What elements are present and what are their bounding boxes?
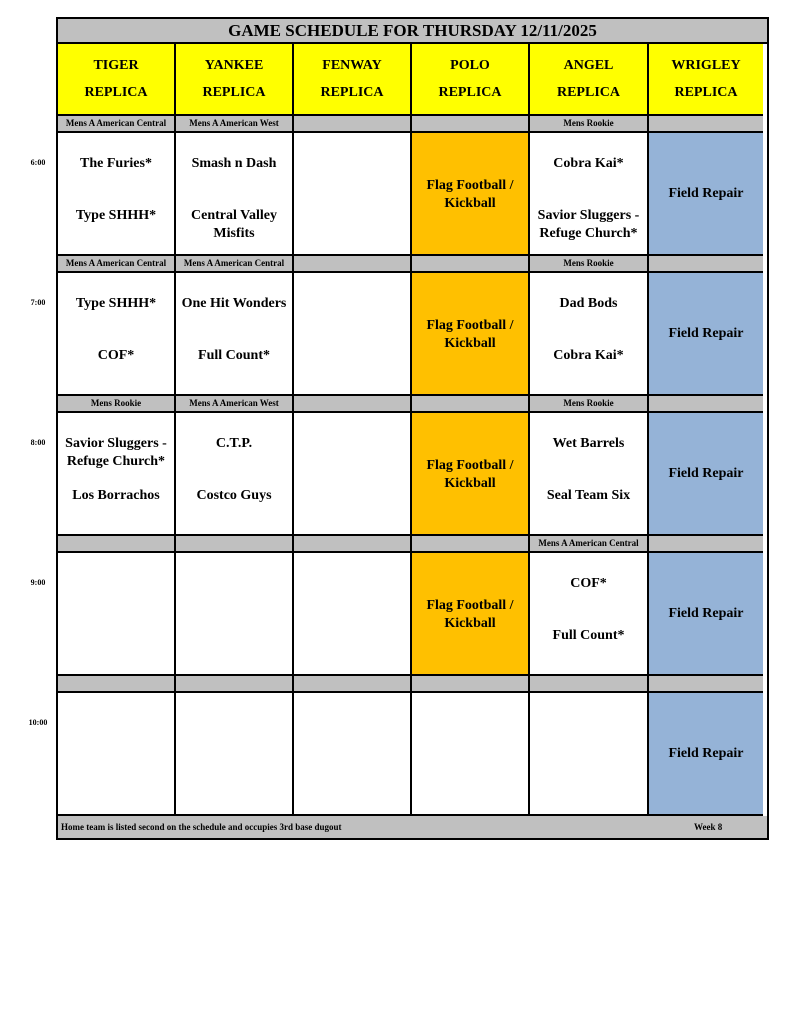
- event-cell: [412, 413, 530, 536]
- time-label: 9:00: [30, 578, 46, 587]
- field-header-4: [530, 44, 649, 116]
- field-repair-cell: [649, 553, 763, 676]
- event-label: Field Repair: [668, 466, 744, 481]
- away-team: Cobra Kai*: [553, 156, 624, 171]
- field-subname: REPLICA: [202, 85, 266, 100]
- away-team: One Hit Wonders: [181, 296, 287, 311]
- home-team: Cobra Kai*: [553, 348, 624, 363]
- home-team: Savior Sluggers - Refuge Church*: [537, 208, 640, 241]
- game-cell: [294, 413, 412, 536]
- home-team: Los Borrachos: [72, 488, 160, 503]
- away-team: Dad Bods: [559, 296, 618, 311]
- field-subname: REPLICA: [556, 85, 620, 100]
- game-cell: [530, 693, 649, 816]
- away-team: COF*: [570, 576, 607, 591]
- field-header-0: [58, 44, 176, 116]
- away-team: Type SHHH*: [75, 296, 157, 311]
- away-team: Savior Sluggers - Refuge Church*: [65, 436, 167, 469]
- away-team: C.T.P.: [215, 436, 253, 451]
- field-name: POLO: [450, 58, 490, 73]
- division-bar: [412, 536, 530, 553]
- time-label: 8:00: [30, 438, 46, 447]
- game-cell: [58, 693, 176, 816]
- division-bar: [58, 536, 176, 553]
- game-cell: [176, 273, 294, 396]
- division-bar: [412, 116, 530, 133]
- event-label: Flag Football / Kickball: [426, 318, 514, 351]
- field-name: TIGER: [93, 58, 139, 73]
- event-label: Flag Football / Kickball: [426, 178, 514, 211]
- division-bar: [530, 676, 649, 693]
- field-name: FENWAY: [322, 58, 382, 73]
- field-name: ANGEL: [563, 58, 614, 73]
- event-cell: [412, 273, 530, 396]
- field-header-2: [294, 44, 412, 116]
- game-cell: [176, 133, 294, 256]
- division-bar: Mens Rookie: [530, 396, 649, 413]
- field-name: YANKEE: [204, 58, 264, 73]
- event-label: Flag Football / Kickball: [426, 458, 514, 491]
- game-cell: [530, 133, 649, 256]
- game-cell: [294, 273, 412, 396]
- game-cell: [412, 693, 530, 816]
- division-bar: Mens Rookie: [58, 396, 176, 413]
- division-bar: Mens A American Central: [58, 116, 176, 133]
- footer-note: Home team is listed second on the schedule and occupies 3rd base dugout: [61, 822, 342, 832]
- game-cell: [530, 413, 649, 536]
- time-label: 10:00: [28, 718, 48, 727]
- game-cell: [176, 693, 294, 816]
- division-bar: [294, 676, 412, 693]
- game-cell: [58, 133, 176, 256]
- division-bar: [412, 396, 530, 413]
- division-bar: [294, 256, 412, 273]
- division-bar: [58, 676, 176, 693]
- field-header-3: [412, 44, 530, 116]
- game-cell: [176, 413, 294, 536]
- home-team: Full Count*: [552, 628, 625, 643]
- event-cell: [412, 553, 530, 676]
- division-bar: Mens Rookie: [530, 256, 649, 273]
- home-team: Central Valley Misfits: [191, 208, 277, 241]
- game-cell: [58, 413, 176, 536]
- division-bar: [649, 116, 763, 133]
- game-cell: [530, 553, 649, 676]
- division-bar: [649, 536, 763, 553]
- field-header-1: [176, 44, 294, 116]
- field-repair-cell: [649, 133, 763, 256]
- field-name: WRIGLEY: [671, 58, 741, 73]
- page-title: GAME SCHEDULE FOR THURSDAY 12/11/2025: [58, 19, 767, 44]
- field-header-5: [649, 44, 763, 116]
- time-label: 7:00: [30, 298, 46, 307]
- division-bar: Mens A American West: [176, 396, 294, 413]
- schedule-sheet: [56, 17, 769, 840]
- event-label: Field Repair: [668, 186, 744, 201]
- division-bar: [176, 676, 294, 693]
- game-cell: [294, 133, 412, 256]
- division-bar: Mens A American Central: [176, 256, 294, 273]
- event-label: Field Repair: [668, 746, 744, 761]
- field-subname: REPLICA: [438, 85, 502, 100]
- division-bar: Mens A American Central: [58, 256, 176, 273]
- division-bar: [294, 396, 412, 413]
- game-cell: [294, 693, 412, 816]
- field-repair-cell: [649, 273, 763, 396]
- division-bar: Mens Rookie: [530, 116, 649, 133]
- event-label: Flag Football / Kickball: [426, 598, 514, 631]
- division-bar: [294, 536, 412, 553]
- game-cell: [58, 553, 176, 676]
- home-team: Costco Guys: [196, 488, 272, 503]
- away-team: The Furies*: [80, 156, 152, 171]
- week-label: Week 8: [694, 822, 723, 832]
- away-team: Wet Barrels: [552, 436, 625, 451]
- event-cell: [412, 133, 530, 256]
- away-team: Smash n Dash: [191, 156, 277, 171]
- division-bar: [649, 396, 763, 413]
- field-repair-cell: [649, 693, 763, 816]
- division-bar: [294, 116, 412, 133]
- field-subname: REPLICA: [674, 85, 738, 100]
- field-subname: REPLICA: [84, 85, 148, 100]
- division-bar: [412, 676, 530, 693]
- division-bar: Mens A American Central: [530, 536, 649, 553]
- home-team: Full Count*: [198, 348, 270, 363]
- field-subname: REPLICA: [320, 85, 384, 100]
- time-label: 6:00: [30, 158, 46, 167]
- division-bar: [176, 536, 294, 553]
- field-repair-cell: [649, 413, 763, 536]
- home-team: COF*: [97, 348, 135, 363]
- home-team: Type SHHH*: [75, 208, 157, 223]
- event-label: Field Repair: [668, 326, 744, 341]
- division-bar: [649, 256, 763, 273]
- game-cell: [530, 273, 649, 396]
- game-cell: [176, 553, 294, 676]
- home-team: Seal Team Six: [546, 488, 631, 503]
- footer-bar: [58, 816, 767, 838]
- division-bar: [412, 256, 530, 273]
- game-cell: [294, 553, 412, 676]
- event-label: Field Repair: [668, 606, 744, 621]
- division-bar: [649, 676, 763, 693]
- division-bar: Mens A American West: [176, 116, 294, 133]
- game-cell: [58, 273, 176, 396]
